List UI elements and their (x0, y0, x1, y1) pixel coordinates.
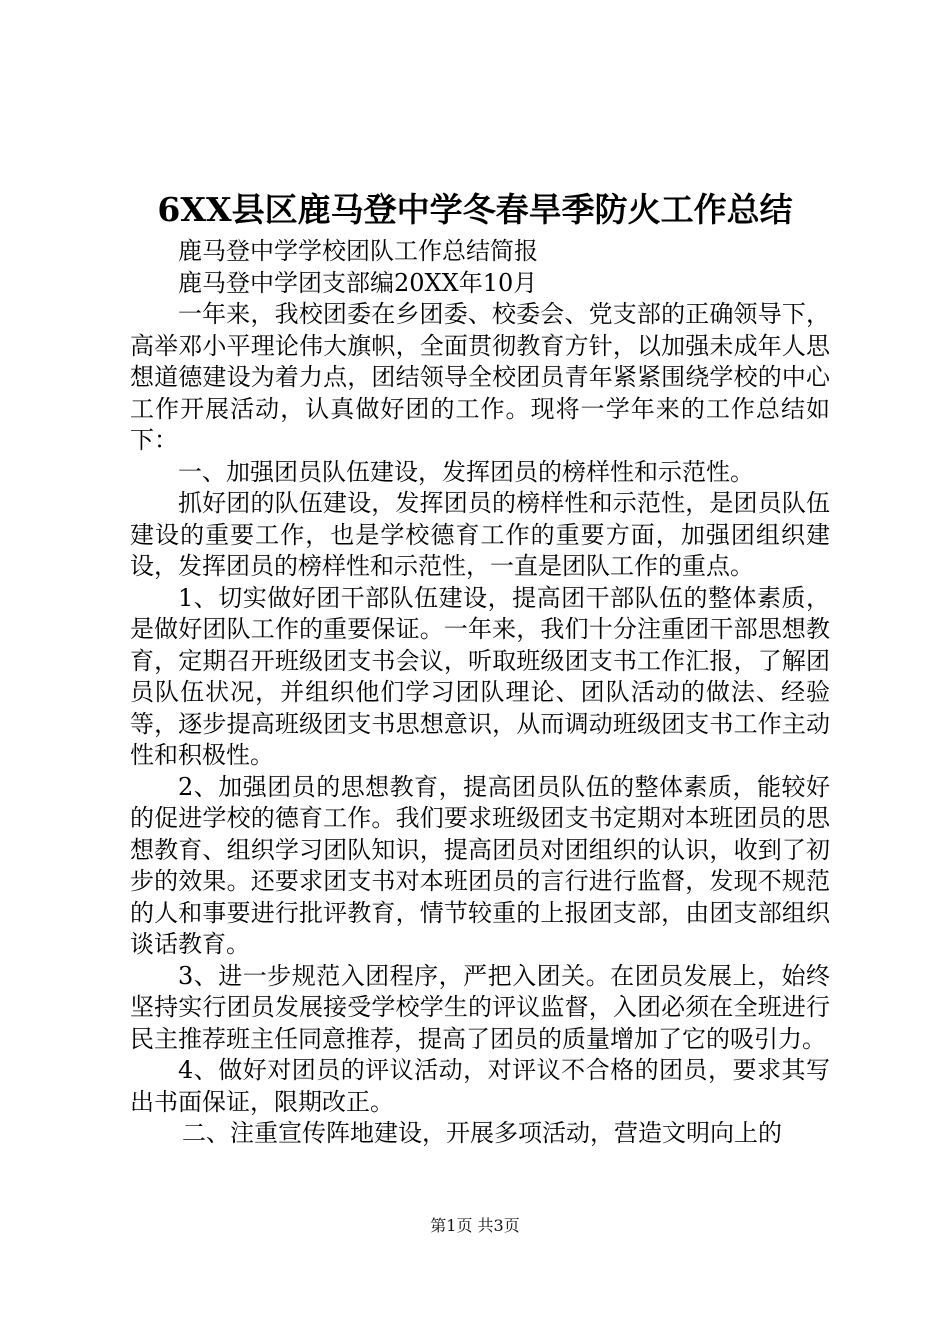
paragraph-item-3: 3、进一步规范入团程序，严把入团关。在团员发展上，始终坚持实行团员发展接受学校学生的评议监督，入团必须在全班进行民主推荐班主任同意推荐，提高了团员的质量增加了它的吸引力。 (130, 961, 830, 1053)
paragraph-item-1: 1、切实做好团干部队伍建设，提高团干部队伍的整体素质，是做好团队工作的重要保证。一年来，我们十分注重团干部思想教育，定期召开班级团支书会议，听取班级团支书工作汇报，了解团员队伍状况，并组织他们学习团队理论、团队活动的做法、经验等，逐步提高班级团支书思想意识，从而调动班级团支书工作主动性和积极性。 (130, 583, 830, 769)
paragraph-byline: 鹿马登中学团支部编20XX年10月 (178, 268, 538, 297)
page-footer: 第1页 共3页 (430, 1216, 520, 1235)
paragraph-subtitle: 鹿马登中学学校团队工作总结简报 (178, 237, 538, 265)
section-heading-1: 一、加强团员队伍建设，发挥团员的榜样性和示范性。 (178, 457, 754, 486)
section-heading-2: 二、注重宣传阵地建设，开展多项活动，营造文明向上的 (182, 1119, 782, 1147)
document-title: 6XX县区鹿马登中学冬春旱季防火工作总结 (157, 190, 793, 229)
paragraph-item-2: 2、加强团员的思想教育，提高团员队伍的整体素质，能较好的促进学校的德育工作。我们要求班级团支书定期对本班团员的思想教育、组织学习团队知识，提高团员对团组织的认识，收到了初步的效果。还要求团支书对本班团员的言行进行监督，发现不规范的人和事要进行批评教育，情节较重的上报团支部，由团支部组织谈话教育。 (130, 772, 830, 958)
paragraph-intro: 一年来，我校团委在乡团委、校委会、党支部的正确领导下，高举邓小平理论伟大旗帜，全面贯彻教育方针，以加强未成年人思想道德建设为着力点，团结领导全校团员青年紧紧围绕学校的中心工作开展活动，认真做好团的工作。现将一学年来的工作总结如下： (130, 300, 830, 454)
document-body (130, 236, 830, 1150)
paragraph-item-4: 4、做好对团员的评议活动，对评议不合格的团员，要求其写出书面保证，限期改正。 (130, 1056, 830, 1116)
paragraph-section-1: 抓好团的队伍建设，发挥团员的榜样性和示范性，是团员队伍建设的重要工作，也是学校德育工作的重要方面，加强团组织建设，发挥团员的榜样性和示范性，一直是团队工作的重点。 (130, 489, 830, 580)
